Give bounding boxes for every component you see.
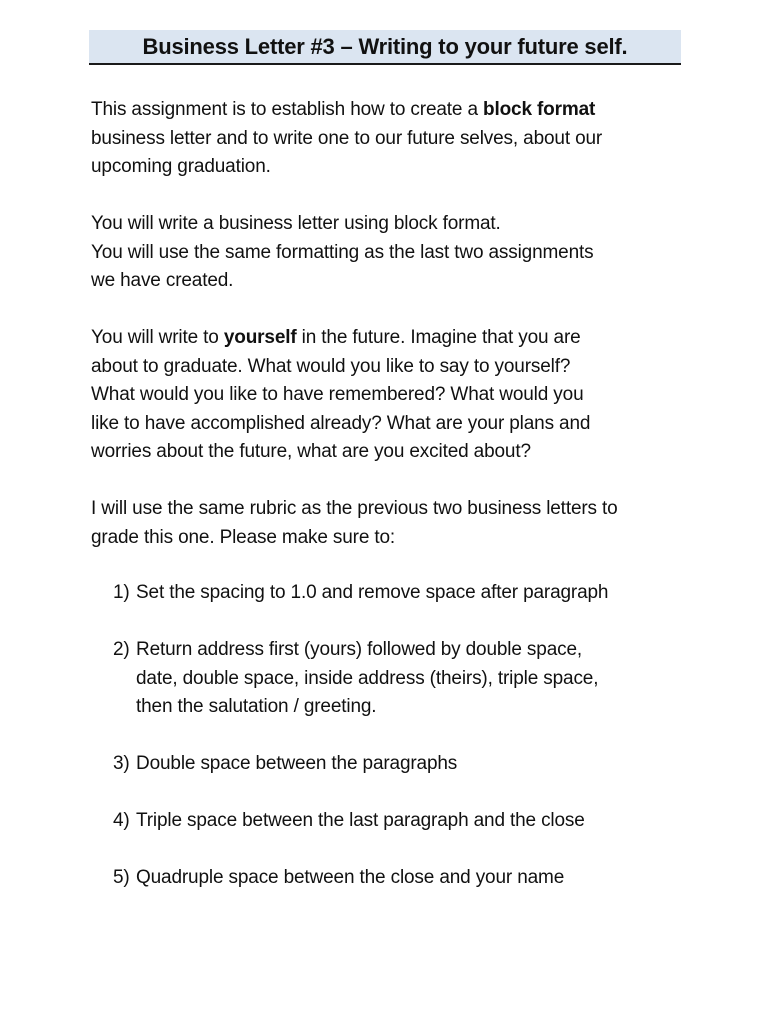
- list-item: [113, 636, 693, 722]
- list-number: 1): [113, 582, 130, 603]
- intro-line-1: [91, 96, 691, 125]
- requirements-list: [113, 579, 693, 921]
- format-line-2: You will use the same formatting as the last two assignments: [91, 241, 594, 263]
- list-number: 2): [113, 639, 130, 660]
- prompt-line-2: about to graduate. What would you like to say to yourself?: [91, 355, 571, 377]
- format-line-1: You will write a business letter using block format.: [91, 213, 501, 234]
- rubric-line-2: grade this one. Please make sure to:: [91, 526, 396, 548]
- list-item-line: Triple space between the last paragraph and the close: [136, 810, 585, 831]
- document-body: [91, 96, 691, 581]
- list-item-line: Quadruple space between the close and your name: [136, 867, 565, 888]
- intro-paragraph: [91, 96, 691, 182]
- intro-line-3: upcoming graduation.: [91, 156, 271, 177]
- list-item-line: then the salutation / greeting.: [136, 696, 377, 717]
- title-banner: [89, 30, 681, 65]
- yourself-emphasis: yourself: [223, 327, 297, 348]
- prompt-text-pre: You will write to: [91, 327, 224, 348]
- rubric-line-1: I will use the same rubric as the previous two business letters to: [91, 498, 618, 519]
- prompt-line-5: worries about the future, what are you excited about?: [91, 441, 531, 462]
- prompt-text-post: in the future. Imagine that you are: [296, 327, 581, 348]
- list-item-body: [136, 750, 457, 779]
- list-item-body: [136, 579, 608, 608]
- intro-text: This assignment is to establish how to create a: [91, 99, 483, 120]
- format-line-3: we have created.: [91, 270, 234, 291]
- list-item: [113, 807, 693, 836]
- rubric-paragraph: [91, 495, 691, 552]
- list-item: [113, 750, 693, 779]
- intro-line-2: business letter and to write one to our future selves, about our: [91, 127, 603, 149]
- prompt-line-1: [91, 324, 691, 353]
- list-item-body: [136, 864, 564, 893]
- list-number: 3): [113, 753, 130, 774]
- prompt-line-4: like to have accomplished already? What are your plans and: [91, 412, 591, 434]
- list-item-line: Set the spacing to 1.0 and remove space after paragraph: [136, 582, 609, 603]
- list-item-line: Double space between the paragraphs: [136, 753, 458, 774]
- format-paragraph: [91, 210, 691, 296]
- list-item-line: Return address first (yours) followed by double space,: [136, 639, 583, 660]
- list-item-line: date, double space, inside address (theirs), triple space,: [136, 667, 599, 689]
- block-format-emphasis: block format: [483, 99, 596, 120]
- prompt-line-3: What would you like to have remembered? What would you: [91, 384, 584, 405]
- list-number: 5): [113, 867, 130, 888]
- list-item-body: [136, 636, 598, 722]
- list-number: 4): [113, 810, 130, 831]
- list-item: [113, 864, 693, 893]
- list-item-body: [136, 807, 585, 836]
- list-item: [113, 579, 693, 608]
- prompt-paragraph: [91, 324, 691, 467]
- page-title: Business Letter #3 – Writing to your future self.: [142, 33, 628, 59]
